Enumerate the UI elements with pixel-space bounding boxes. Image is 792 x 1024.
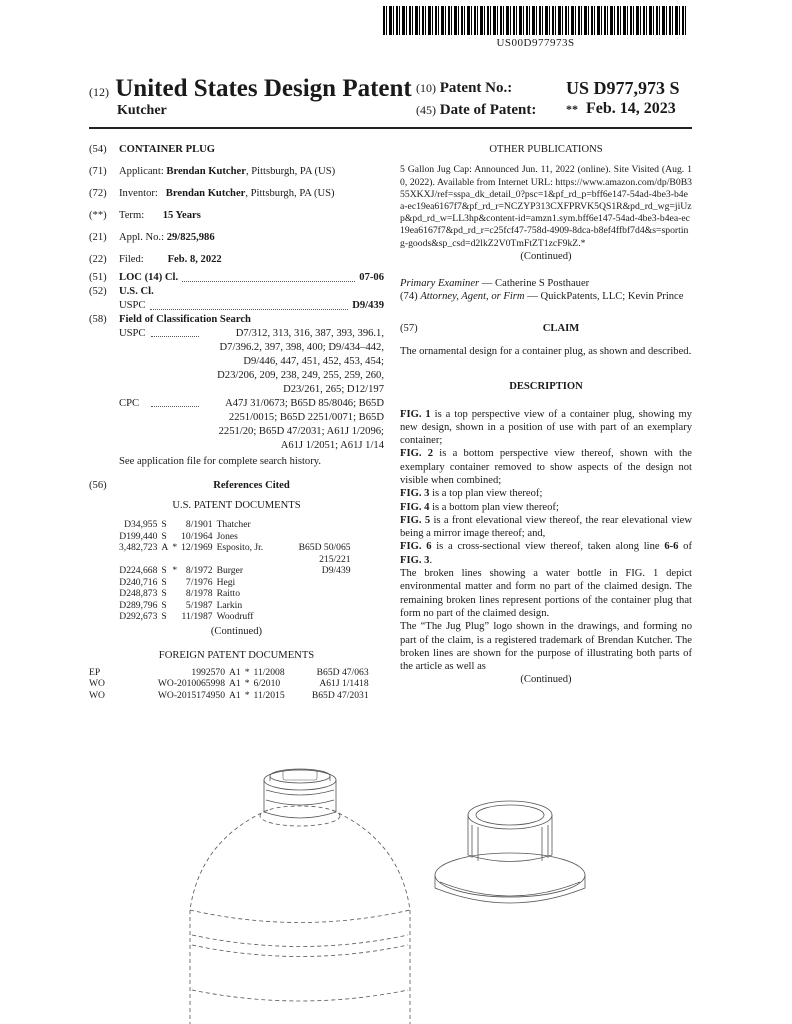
standalone-plug (435, 801, 585, 903)
attorney: (74) Attorney, Agent, or Firm — QuickPatents, LLC; Kevin Prince (400, 291, 684, 303)
patent-title-text: United States Design Patent (115, 75, 412, 102)
field-uspc: USPC D7/312, 313, 316, 387, 393, 396.1, D7/396.2, 397, 398, 400; D9/434–442, D9/446, 447, 451, 452, 453, 454; D23/206, 209, 238, 249, 255, 259, 260, D23/261, 265; D12/197 (119, 328, 384, 395)
claim-heading: CLAIM (542, 322, 580, 334)
foreign-references-table (89, 667, 373, 702)
plug-in-bottle (264, 769, 336, 818)
figure-description: FIG. 2 is a bottom perspective view thereof, shown with the exemplary container removed to show aspects of the design not visible when combined; (400, 448, 692, 486)
us-refs-continued: (Continued) (210, 625, 263, 637)
bibliographic-column: (54) CONTAINER PLUG (71) Applicant: Brendan Kutcher, Pittsburgh, PA (US) (72) Inventor: Brendan Kutcher, Pittsburgh, PA (US) (**) Term: 15 Years (21) Appl. No.: 29/825,986 (22) Filed: Feb. 8, 2022 (51) LOC (14) Cl. 07-06 (52) U.S. Cl. USPC D9/439 (58) Field of Classification Search USPC D7/312, 313, 316, 387, 393, 396.1, D7/396.2, 397, 398, 400; D9/434–442, D9/446, 447, 451, 452, 453, 454; D23/206, 209, 238, 249, 255, 259, 260, D23/261, 265; D12/197 CPC A47J 31/0673; B65D 85/8046; B65D 2251/0015; B65D 2251/0071; B65D 2251/20; B65D 47/2031; A61J 1/2096; A61J 1/2051; A61J 1/14 See application file for complete search history. (56) References Cited U.S. PATENT DOCUMENTS D34,955 S 8/1901 Thatcher D199,440 S 10/1964 Jones 3,482,723 A * 12/1969 Esposito, Jr. B65D 50/065 215/221 D224,668 S * 8/1972 Burger D9/439 D240,716 S 7/1976 Hegi D248,873 S 8/1978 Raitto D289,796 S 5/1987 Larkin D292,673 S 11/1987 Woodruff (Continued) FOREIGN PATENT DOCUMENTS EP 1992570 A1 * 11/2008 B65D 47/063 WO WO-2010065998 A1 * 6/2010 A61J 1/1418 WO WO-2015174950 A1 * 11/2015 B65D 47/2031 (89, 144, 384, 701)
claim-text: The ornamental design for a container plug, as shown and described. (400, 345, 692, 357)
loc-classification: LOC (14) Cl. 07-06 (119, 272, 384, 283)
inventor-surname: Kutcher (117, 103, 167, 118)
barcode (383, 6, 688, 35)
us-patent-documents-heading: U.S. PATENT DOCUMENTS (172, 500, 301, 511)
invention-title: CONTAINER PLUG (119, 144, 216, 155)
foreign-reference-row: EP 1992570 A1 * 11/2008 B65D 47/063 (89, 666, 369, 678)
description-continued: (Continued) (520, 674, 572, 686)
figure-description: FIG. 5 is a front elevational view thereof, the rear elevational view being a mirror image thereof; and, (400, 514, 692, 540)
foreign-reference-row: WO WO-2015174950 A1 * 11/2015 B65D 47/2031 (89, 689, 369, 701)
patent-type-title (89, 75, 412, 103)
filed-date: Filed: Feb. 8, 2022 (119, 254, 222, 265)
inid-code: (12) (89, 85, 109, 99)
us-reference-row: D248,873 S 8/1978 Raitto (119, 588, 241, 599)
container-plug-drawing (180, 760, 660, 1024)
us-reference-row: D224,668 S * 8/1972 Burger D9/439 (119, 565, 351, 576)
primary-examiner: Primary Examiner — Catherine S Posthauer (400, 278, 590, 290)
patent-number: US D977,973 S (566, 78, 680, 98)
applicant: Applicant: Brendan Kutcher, Pittsburgh, PA (US) (119, 166, 336, 177)
us-reference-row: D199,440 S 10/1964 Jones (119, 530, 238, 542)
date-of-patent: ** Feb. 14, 2023 (566, 100, 676, 117)
trademark-paragraph: The “The Jug Plug” logo shown in the drawings, and forming no part of the claim, is a registered trademark of Brendan Kutcher. The broken lines are shown for the purpose of illustrating both parts of the article as well as (400, 621, 692, 673)
patent-number-label: (10) Patent No.: (416, 80, 513, 96)
broken-lines-paragraph: The broken lines showing a water bottle in FIG. 1 depict environmental matter and form no part of the claimed design. The remaining broken lines represent portions of the container plug that form no part of the claimed design. (400, 568, 692, 619)
other-publications-heading: OTHER PUBLICATIONS (489, 144, 603, 155)
fig6-description: FIG. 6 is a cross-sectional view thereof, taken along line 6-6 of FIG. 3. (400, 541, 692, 566)
description-heading: DESCRIPTION (509, 381, 583, 393)
other-publications-text: 5 Gallon Jug Cap: Announced Jun. 11, 2022 (online). Site Visited (Aug. 10, 2022). Available from Internet URL: https://www.amazon.com/dp/B0B355XKXJ/ref=sspa_dk_detail_0?psc=1&pf_rd_p=bff6e147-54ad-4be3-b4ea-ec19ea6167f7&pf_rd_r=NCZYP313CXFPRVK5QS1R&pd_rd_wg=jiUzp&pd_rd_w=LL3hp&content-id=amzn1.sym.bff6e147-54ad-4be3-b4ea-ec19ea6167f7&pd_rd_r=c25fcf47-758d-4909-8dca-b8ef4ffbf7d4&s=sporting-goods&sp_csd=d2lkZ2V0TmFtZT1zcF9kZ.* (400, 164, 692, 249)
us-reference-row: D240,716 S 7/1976 Hegi (119, 576, 236, 588)
figure-description: FIG. 3 is a top plan view thereof; (400, 488, 543, 500)
us-reference-row: 215/221 (319, 553, 351, 565)
foreign-patent-documents-heading: FOREIGN PATENT DOCUMENTS (158, 649, 315, 661)
field-cpc: CPC A47J 31/0673; B65D 85/8046; B65D 2251/0015; B65D 2251/0071; B65D 2251/20; B65D 47/2031; A61J 1/2096; A61J 1/2051; A61J 1/14 (119, 398, 384, 451)
figure-description: FIG. 4 is a bottom plan view thereof; (400, 501, 559, 513)
other-publications-continued: (Continued) (520, 250, 572, 262)
claim-heading-row: (57) CLAIM (400, 322, 692, 335)
field-of-search-heading: Field of Classification Search (119, 314, 251, 325)
see-application: See application file for complete search history. (119, 456, 321, 467)
us-references-table (119, 519, 355, 623)
application-number: Appl. No.: 29/825,986 (119, 232, 215, 243)
inventor: Inventor: Brendan Kutcher, Pittsburgh, PA (US) (119, 188, 335, 199)
figure-descriptions (400, 408, 692, 541)
us-reference-row: D289,796 S 5/1987 Larkin (119, 599, 243, 611)
us-reference-row: 3,482,723 A * 12/1969 Esposito, Jr. B65D 50/065 (119, 542, 351, 553)
barcode-number: US00D977973S (496, 37, 575, 49)
foreign-reference-row: WO WO-2010065998 A1 * 6/2010 A61J 1/1418 (89, 678, 369, 689)
us-reference-row: D34,955 S 8/1901 Thatcher (124, 519, 251, 530)
bottle-outline (190, 806, 410, 1024)
us-reference-row: D292,673 S 11/1987 Woodruff (119, 611, 254, 622)
us-classification: U.S. Cl. (119, 286, 154, 297)
header-divider (89, 127, 692, 129)
references-heading: References Cited (213, 480, 290, 491)
date-of-patent-label: (45) Date of Patent: (416, 102, 537, 118)
uspc-classification: USPC D9/439 (119, 300, 384, 311)
figure-description: FIG. 1 is a top perspective view of a container plug, showing my new design, shown in a position of use with part of an exemplary container; (400, 408, 692, 447)
right-column (400, 143, 692, 687)
term: Term: 15 Years (119, 210, 201, 221)
